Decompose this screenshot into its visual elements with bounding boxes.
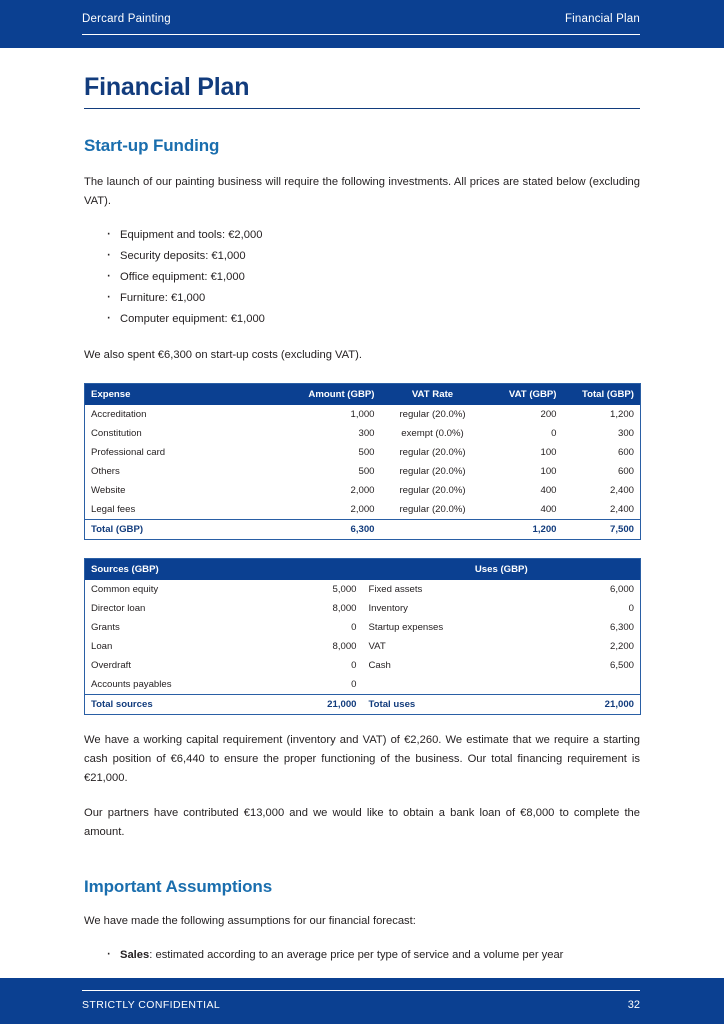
cell-total: 1,200: [609, 409, 634, 420]
cell-total-vat: 1,200: [485, 520, 563, 540]
list-item: · Equipment and tools: €2,000: [106, 225, 640, 246]
cell-total-uses-amount: 21,000: [553, 695, 641, 715]
cell-vat: 100: [540, 447, 557, 458]
working-capital-paragraph: We have a working capital requirement (inventory and VAT) of €2,260. We estimate that we require a starting cash position of €6,440 to ensure the proper functioning of the business. Our total financing requirement is €21,000.: [84, 734, 640, 784]
cell-source-amount: 8,000: [332, 603, 357, 614]
cell-total: 600: [617, 466, 634, 477]
table-row: [85, 599, 641, 618]
section-heading-startup-funding: Start-up Funding: [84, 136, 220, 155]
cell-source-amount: 0: [351, 660, 357, 671]
table-row: [85, 618, 641, 637]
cell-expense: Website: [91, 485, 126, 496]
cell-vat-rate: regular (20.0%): [399, 447, 466, 458]
cell-amount: 500: [358, 466, 375, 477]
page-header-band: [0, 0, 724, 48]
table-row: [85, 675, 641, 695]
cell-total: 2,400: [609, 485, 634, 496]
table-row: [85, 443, 641, 462]
sources-uses-table: [84, 558, 641, 715]
cell-vat-rate: regular (20.0%): [399, 485, 466, 496]
cell-source-label: Director loan: [91, 603, 146, 614]
footer-confidentiality-notice: STRICTLY CONFIDENTIAL: [82, 999, 221, 1011]
assumption-text-sales: : estimated according to an average price per type of service and a volume per year: [149, 949, 564, 961]
cell-amount: 2,000: [350, 504, 375, 515]
cell-source-amount: 0: [351, 622, 357, 633]
cell-vat-rate: regular (20.0%): [399, 466, 466, 477]
list-item: · Furniture: €1,000: [106, 288, 640, 309]
cell-total-total: 7,500: [563, 520, 641, 540]
cell-vat-rate: regular (20.0%): [399, 504, 466, 515]
cell-vat-rate: exempt (0.0%): [401, 428, 464, 439]
cell-use-label: Inventory: [368, 603, 408, 614]
startup-funding-intro: The launch of our painting business will require the following investments. All prices are stated below (excluding VAT).: [84, 176, 640, 207]
cell-use-amount: 2,200: [609, 641, 634, 652]
cell-total-sources-label: Total sources: [85, 695, 285, 715]
cell-use-amount: [553, 675, 641, 695]
cell-use-label: Cash: [368, 660, 391, 671]
cell-amount: 500: [358, 447, 375, 458]
table-row: [85, 500, 641, 520]
list-item: · Office equipment: €1,000: [106, 267, 640, 288]
column-header-sources: Sources (GBP): [85, 559, 363, 581]
table-row: [85, 656, 641, 675]
cell-source-amount: 8,000: [332, 641, 357, 652]
table-row: [85, 462, 641, 481]
cell-expense: Professional card: [91, 447, 166, 458]
assumptions-list: [84, 945, 640, 966]
cell-use-label: Startup expenses: [368, 622, 444, 633]
page-header-content: [82, 12, 640, 35]
cell-use-label: [363, 675, 553, 695]
column-header-vat-rate: VAT Rate: [381, 384, 485, 406]
cell-amount: 1,000: [350, 409, 375, 420]
cell-source-label: Common equity: [91, 584, 159, 595]
cell-vat: 100: [540, 466, 557, 477]
column-header-vat: VAT (GBP): [485, 384, 563, 406]
expense-table: [84, 383, 641, 540]
cell-use-amount: 6,500: [609, 660, 634, 671]
cell-total-uses-label: Total uses: [363, 695, 553, 715]
cell-total-label: Total (GBP): [85, 520, 291, 540]
cell-total: 300: [617, 428, 634, 439]
cell-use-amount: 0: [628, 603, 634, 614]
startup-costs-note: We also spent €6,300 on start-up costs (excluding VAT).: [84, 349, 362, 361]
list-item: · Security deposits: €1,000: [106, 246, 640, 267]
cell-source-label: Loan: [91, 641, 113, 652]
table-row: [85, 424, 641, 443]
cell-expense: Others: [91, 466, 120, 477]
table-total-row: [85, 695, 641, 715]
cell-total-amount: 6,300: [291, 520, 381, 540]
partners-contribution-paragraph: Our partners have contributed €13,000 and we would like to obtain a bank loan of €8,000 to complete the amount.: [84, 807, 640, 838]
cell-vat: 400: [540, 504, 557, 515]
table-header-row: [85, 559, 641, 581]
cell-use-label: VAT: [368, 641, 386, 652]
list-item: [106, 945, 640, 966]
assumption-label-sales: Sales: [120, 949, 150, 961]
cell-total-vat-rate: [381, 520, 485, 540]
cell-total: 2,400: [609, 504, 634, 515]
cell-amount: 2,000: [350, 485, 375, 496]
list-item: · Computer equipment: €1,000: [106, 309, 640, 330]
section-heading-important-assumptions: Important Assumptions: [84, 877, 273, 896]
cell-source-label: Overdraft: [91, 660, 131, 671]
table-total-row: [85, 520, 641, 540]
cell-amount: 300: [358, 428, 375, 439]
table-row: [85, 405, 641, 424]
footer-page-number: 32: [627, 999, 640, 1011]
cell-source-label: Grants: [91, 622, 120, 633]
page-footer-band: [0, 978, 724, 1024]
page-content: [84, 72, 640, 966]
cell-source-amount: 0: [351, 679, 357, 690]
cell-vat: 0: [551, 428, 557, 439]
column-header-total: Total (GBP): [563, 384, 641, 406]
cell-vat: 200: [540, 409, 557, 420]
header-section-name: Financial Plan: [564, 13, 640, 25]
column-header-expense: Expense: [85, 384, 291, 406]
cell-total-sources-amount: 21,000: [285, 695, 363, 715]
cell-source-label: Accounts payables: [91, 679, 172, 690]
cell-source-amount: 5,000: [332, 584, 357, 595]
assumptions-intro: We have made the following assumptions for our financial forecast:: [84, 915, 416, 927]
column-header-uses: Uses (GBP): [363, 559, 641, 581]
page-footer-content: [82, 990, 640, 1012]
startup-investments-list: [84, 225, 640, 330]
cell-expense: Legal fees: [91, 504, 136, 515]
cell-vat-rate: regular (20.0%): [399, 409, 466, 420]
cell-vat: 400: [540, 485, 557, 496]
column-header-amount: Amount (GBP): [291, 384, 381, 406]
cell-expense: Constitution: [91, 428, 142, 439]
cell-expense: Accreditation: [91, 409, 147, 420]
cell-use-label: Fixed assets: [368, 584, 423, 595]
header-company-name: Dercard Painting: [82, 13, 171, 25]
cell-use-amount: 6,300: [609, 622, 634, 633]
table-row: [85, 481, 641, 500]
cell-total: 600: [617, 447, 634, 458]
table-row: [85, 637, 641, 656]
table-header-row: [85, 384, 641, 406]
table-row: [85, 580, 641, 599]
cell-use-amount: 6,000: [609, 584, 634, 595]
page-title: Financial Plan: [84, 72, 640, 109]
